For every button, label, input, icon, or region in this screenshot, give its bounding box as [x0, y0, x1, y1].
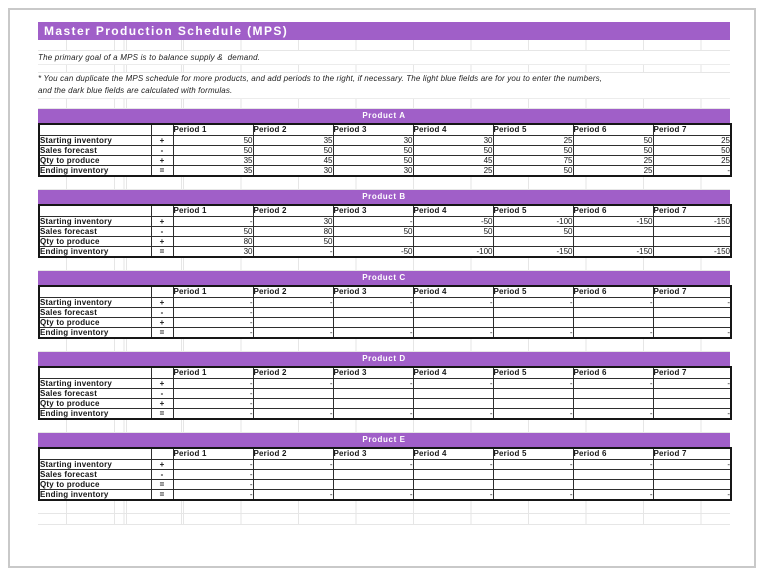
- product-c-qty-to-produce-p2-cell[interactable]: [253, 318, 333, 328]
- period-header: Period 5: [493, 205, 573, 217]
- product-e-sales-forecast-p2-cell[interactable]: [253, 470, 333, 480]
- product-b-table: [38, 204, 732, 258]
- product-b-qty-to-produce-p3-cell[interactable]: [333, 237, 413, 247]
- product-d-starting-inventory-p6-cell[interactable]: -: [573, 379, 653, 389]
- note-text: [38, 73, 730, 99]
- product-d-starting-inventory-p4-cell[interactable]: -: [413, 379, 493, 389]
- product-c-qty-to-produce-row: [39, 318, 731, 328]
- product-e-ending-inventory-p4-cell[interactable]: -: [413, 490, 493, 501]
- product-b-sales-forecast-p1-cell[interactable]: 50: [173, 227, 253, 237]
- row-operator: =: [151, 328, 173, 339]
- product-a-ending-inventory-row: [39, 166, 731, 177]
- product-c-ending-inventory-p4-cell[interactable]: -: [413, 328, 493, 339]
- period-header: Period 3: [333, 367, 413, 379]
- product-c-sales-forecast-p6-cell[interactable]: [573, 308, 653, 318]
- product-c-table: [38, 285, 732, 339]
- period-header: Period 7: [653, 367, 731, 379]
- row-operator: -: [151, 389, 173, 399]
- product-b-starting-inventory-p3-cell[interactable]: -: [333, 217, 413, 227]
- sheet-content: [38, 22, 730, 525]
- row-label: Ending inventory: [39, 166, 151, 177]
- product-b-starting-inventory-p2-cell[interactable]: 30: [253, 217, 333, 227]
- row-label: Sales forecast: [39, 308, 151, 318]
- product-c-sales-forecast-p1-cell[interactable]: -: [173, 308, 253, 318]
- product-a-starting-inventory-row: [39, 136, 731, 146]
- product-b-header: Product B: [38, 190, 730, 204]
- row-operator: +: [151, 237, 173, 247]
- row-label: Qty to produce: [39, 318, 151, 328]
- product-d-qty-to-produce-p1-cell[interactable]: -: [173, 399, 253, 409]
- period-header: Period 6: [573, 124, 653, 136]
- row-label: Sales forecast: [39, 227, 151, 237]
- period-header: Period 1: [173, 367, 253, 379]
- product-b-sales-forecast-p3-cell[interactable]: 50: [333, 227, 413, 237]
- product-d-starting-inventory-p1-cell[interactable]: -: [173, 379, 253, 389]
- product-d-starting-inventory-p5-cell[interactable]: -: [493, 379, 573, 389]
- product-a-starting-inventory-p3-cell[interactable]: 30: [333, 136, 413, 146]
- product-b-ending-inventory-p3-cell[interactable]: -50: [333, 247, 413, 258]
- product-d-header: Product D: [38, 352, 730, 366]
- corner-cell: [39, 205, 151, 217]
- product-d-table: [38, 366, 732, 420]
- period-header-row: [39, 286, 731, 298]
- product-a-qty-to-produce-p1-cell[interactable]: 35: [173, 156, 253, 166]
- product-c-sales-forecast-p4-cell[interactable]: [413, 308, 493, 318]
- product-b-starting-inventory-row: [39, 217, 731, 227]
- row-operator: =: [151, 480, 173, 490]
- product-b-starting-inventory-p1-cell[interactable]: -: [173, 217, 253, 227]
- product-c-sales-forecast-p2-cell[interactable]: [253, 308, 333, 318]
- product-a-qty-to-produce-row: [39, 156, 731, 166]
- product-b-qty-to-produce-p1-cell[interactable]: 80: [173, 237, 253, 247]
- product-d-ending-inventory-p7-cell[interactable]: -: [653, 409, 731, 420]
- spreadsheet-grid-row: [38, 40, 730, 51]
- product-d-sales-forecast-p5-cell[interactable]: [493, 389, 573, 399]
- spreadsheet-grid-row: [38, 177, 730, 190]
- product-a-sales-forecast-row: [39, 146, 731, 156]
- product-a-qty-to-produce-p2-cell[interactable]: 45: [253, 156, 333, 166]
- period-header: Period 5: [493, 286, 573, 298]
- period-header: Period 6: [573, 367, 653, 379]
- product-a-sales-forecast-p1-cell[interactable]: 50: [173, 146, 253, 156]
- product-d-ending-inventory-p5-cell[interactable]: -: [493, 409, 573, 420]
- product-e-starting-inventory-p5-cell[interactable]: -: [493, 460, 573, 470]
- product-e-starting-inventory-p7-cell[interactable]: -: [653, 460, 731, 470]
- product-e-ending-inventory-p7-cell[interactable]: -: [653, 490, 731, 501]
- period-header: Period 6: [573, 205, 653, 217]
- row-label: Starting inventory: [39, 298, 151, 308]
- product-e-qty-to-produce-p5-cell[interactable]: [493, 480, 573, 490]
- product-c-starting-inventory-p4-cell[interactable]: -: [413, 298, 493, 308]
- product-a-ending-inventory-p6-cell[interactable]: 25: [573, 166, 653, 177]
- product-b-ending-inventory-p7-cell[interactable]: -150: [653, 247, 731, 258]
- period-header-row: [39, 367, 731, 379]
- row-label: Ending inventory: [39, 490, 151, 501]
- period-header-row: [39, 448, 731, 460]
- product-b-starting-inventory-p4-cell[interactable]: -50: [413, 217, 493, 227]
- product-d-qty-to-produce-p4-cell[interactable]: [413, 399, 493, 409]
- period-header: Period 6: [573, 286, 653, 298]
- product-b-qty-to-produce-row: [39, 237, 731, 247]
- product-e-table: [38, 447, 732, 501]
- product-e-starting-inventory-p1-cell[interactable]: -: [173, 460, 253, 470]
- corner-cell: [151, 367, 173, 379]
- spreadsheet-grid-row: [38, 501, 730, 514]
- period-header: Period 4: [413, 124, 493, 136]
- period-header: Period 5: [493, 124, 573, 136]
- product-b-ending-inventory-p6-cell[interactable]: -150: [573, 247, 653, 258]
- product-a-ending-inventory-p2-cell[interactable]: 30: [253, 166, 333, 177]
- product-a-sales-forecast-p4-cell[interactable]: 50: [413, 146, 493, 156]
- row-operator: +: [151, 399, 173, 409]
- period-header: Period 1: [173, 286, 253, 298]
- product-d-sales-forecast-p4-cell[interactable]: [413, 389, 493, 399]
- row-label: Ending inventory: [39, 247, 151, 258]
- product-d-qty-to-produce-p7-cell[interactable]: [653, 399, 731, 409]
- row-operator: =: [151, 166, 173, 177]
- corner-cell: [151, 448, 173, 460]
- product-a-starting-inventory-p2-cell[interactable]: 35: [253, 136, 333, 146]
- period-header: Period 3: [333, 205, 413, 217]
- product-e-sales-forecast-row: [39, 470, 731, 480]
- product-b-qty-to-produce-p5-cell[interactable]: [493, 237, 573, 247]
- product-d-qty-to-produce-p6-cell[interactable]: [573, 399, 653, 409]
- period-header: Period 1: [173, 205, 253, 217]
- product-a-qty-to-produce-p4-cell[interactable]: 45: [413, 156, 493, 166]
- product-d-qty-to-produce-p2-cell[interactable]: [253, 399, 333, 409]
- product-d-qty-to-produce-p5-cell[interactable]: [493, 399, 573, 409]
- period-header: Period 4: [413, 286, 493, 298]
- note-text-line2: and the dark blue fields are calculated with formulas.: [38, 85, 233, 95]
- row-operator: -: [151, 470, 173, 480]
- product-a-sales-forecast-p7-cell[interactable]: 50: [653, 146, 731, 156]
- product-d-starting-inventory-row: [39, 379, 731, 389]
- product-e-ending-inventory-p5-cell[interactable]: -: [493, 490, 573, 501]
- product-b-starting-inventory-p7-cell[interactable]: -150: [653, 217, 731, 227]
- row-label: Starting inventory: [39, 379, 151, 389]
- product-c-qty-to-produce-p6-cell[interactable]: [573, 318, 653, 328]
- row-label: Sales forecast: [39, 389, 151, 399]
- spreadsheet-grid-row: [38, 420, 730, 433]
- product-e-qty-to-produce-p7-cell[interactable]: [653, 480, 731, 490]
- product-c-qty-to-produce-p1-cell[interactable]: -: [173, 318, 253, 328]
- period-header: Period 4: [413, 367, 493, 379]
- product-d-starting-inventory-p2-cell[interactable]: -: [253, 379, 333, 389]
- product-d-sales-forecast-p6-cell[interactable]: [573, 389, 653, 399]
- product-e-sales-forecast-p7-cell[interactable]: [653, 470, 731, 480]
- product-a-ending-inventory-p7-cell[interactable]: -: [653, 166, 731, 177]
- product-e-starting-inventory-p4-cell[interactable]: -: [413, 460, 493, 470]
- product-b-qty-to-produce-p6-cell[interactable]: [573, 237, 653, 247]
- product-c-starting-inventory-p1-cell[interactable]: -: [173, 298, 253, 308]
- product-a-qty-to-produce-p6-cell[interactable]: 25: [573, 156, 653, 166]
- product-sections: [38, 109, 730, 514]
- period-header: Period 2: [253, 286, 333, 298]
- product-c-starting-inventory-p7-cell[interactable]: -: [653, 298, 731, 308]
- product-c-sales-forecast-row: [39, 308, 731, 318]
- spreadsheet-grid-row: [38, 99, 730, 109]
- product-a-starting-inventory-p5-cell[interactable]: 25: [493, 136, 573, 146]
- spreadsheet-grid-row: [38, 339, 730, 352]
- row-label: Starting inventory: [39, 136, 151, 146]
- product-e-starting-inventory-p2-cell[interactable]: -: [253, 460, 333, 470]
- period-header: Period 7: [653, 448, 731, 460]
- corner-cell: [151, 286, 173, 298]
- row-label: Qty to produce: [39, 480, 151, 490]
- product-e-ending-inventory-row: [39, 490, 731, 501]
- product-e-sales-forecast-p3-cell[interactable]: [333, 470, 413, 480]
- row-label: Ending inventory: [39, 328, 151, 339]
- row-label: Starting inventory: [39, 217, 151, 227]
- product-d-sales-forecast-p1-cell[interactable]: -: [173, 389, 253, 399]
- period-header: Period 6: [573, 448, 653, 460]
- product-b-ending-inventory-row: [39, 247, 731, 258]
- intro-text: The primary goal of a MPS is to balance supply & demand.: [38, 51, 730, 65]
- corner-cell: [39, 286, 151, 298]
- product-d-sales-forecast-p7-cell[interactable]: [653, 389, 731, 399]
- period-header: Period 2: [253, 367, 333, 379]
- product-b-sales-forecast-row: [39, 227, 731, 237]
- product-c-qty-to-produce-p3-cell[interactable]: [333, 318, 413, 328]
- row-label: Qty to produce: [39, 237, 151, 247]
- product-c-ending-inventory-p3-cell[interactable]: -: [333, 328, 413, 339]
- product-a-starting-inventory-p1-cell[interactable]: 50: [173, 136, 253, 146]
- period-header-row: [39, 205, 731, 217]
- product-b-sales-forecast-p2-cell[interactable]: 80: [253, 227, 333, 237]
- period-header-row: [39, 124, 731, 136]
- row-operator: -: [151, 308, 173, 318]
- product-a-sales-forecast-p6-cell[interactable]: 50: [573, 146, 653, 156]
- product-b-sales-forecast-p7-cell[interactable]: [653, 227, 731, 237]
- product-e-ending-inventory-p1-cell[interactable]: -: [173, 490, 253, 501]
- row-operator: +: [151, 298, 173, 308]
- row-label: Starting inventory: [39, 460, 151, 470]
- row-operator: +: [151, 217, 173, 227]
- row-operator: +: [151, 379, 173, 389]
- product-d-starting-inventory-p3-cell[interactable]: -: [333, 379, 413, 389]
- product-e-starting-inventory-p3-cell[interactable]: -: [333, 460, 413, 470]
- product-e-qty-to-produce-p2-cell[interactable]: [253, 480, 333, 490]
- period-header: Period 2: [253, 448, 333, 460]
- product-b-qty-to-produce-p7-cell[interactable]: [653, 237, 731, 247]
- product-c-starting-inventory-row: [39, 298, 731, 308]
- period-header: Period 5: [493, 448, 573, 460]
- product-c-ending-inventory-p5-cell[interactable]: -: [493, 328, 573, 339]
- product-e-ending-inventory-p6-cell[interactable]: -: [573, 490, 653, 501]
- product-d-sales-forecast-p3-cell[interactable]: [333, 389, 413, 399]
- product-a-header: Product A: [38, 109, 730, 123]
- row-label: Sales forecast: [39, 470, 151, 480]
- product-c-header: Product C: [38, 271, 730, 285]
- row-operator: =: [151, 409, 173, 420]
- product-e-qty-to-produce-row: [39, 480, 731, 490]
- row-operator: +: [151, 318, 173, 328]
- product-b-ending-inventory-p4-cell[interactable]: -100: [413, 247, 493, 258]
- product-c-starting-inventory-p3-cell[interactable]: -: [333, 298, 413, 308]
- row-operator: -: [151, 146, 173, 156]
- row-label: Qty to produce: [39, 399, 151, 409]
- period-header: Period 7: [653, 205, 731, 217]
- note-text-line1: * You can duplicate the MPS schedule for more products, and add periods to the right, if necessary. The light blue fields are for you to enter the numbers,: [38, 74, 603, 83]
- product-a-ending-inventory-p5-cell[interactable]: 50: [493, 166, 573, 177]
- period-header: Period 2: [253, 205, 333, 217]
- product-c-qty-to-produce-p5-cell[interactable]: [493, 318, 573, 328]
- product-e-sales-forecast-p6-cell[interactable]: [573, 470, 653, 480]
- product-b-ending-inventory-p5-cell[interactable]: -150: [493, 247, 573, 258]
- period-header: Period 4: [413, 205, 493, 217]
- product-c-sales-forecast-p5-cell[interactable]: [493, 308, 573, 318]
- product-d-ending-inventory-row: [39, 409, 731, 420]
- product-a-starting-inventory-p4-cell[interactable]: 30: [413, 136, 493, 146]
- product-c-sales-forecast-p7-cell[interactable]: [653, 308, 731, 318]
- spreadsheet-grid-row: [38, 65, 730, 73]
- product-d-ending-inventory-p4-cell[interactable]: -: [413, 409, 493, 420]
- row-operator: +: [151, 156, 173, 166]
- corner-cell: [151, 205, 173, 217]
- period-header: Period 7: [653, 124, 731, 136]
- corner-cell: [39, 367, 151, 379]
- row-label: Qty to produce: [39, 156, 151, 166]
- product-b-qty-to-produce-p4-cell[interactable]: [413, 237, 493, 247]
- period-header: Period 7: [653, 286, 731, 298]
- product-d-sales-forecast-row: [39, 389, 731, 399]
- period-header: Period 4: [413, 448, 493, 460]
- row-operator: =: [151, 247, 173, 258]
- product-a-ending-inventory-p3-cell[interactable]: 30: [333, 166, 413, 177]
- product-a-starting-inventory-p7-cell[interactable]: 25: [653, 136, 731, 146]
- period-header: Period 3: [333, 124, 413, 136]
- product-a-starting-inventory-p6-cell[interactable]: 50: [573, 136, 653, 146]
- product-e-ending-inventory-p3-cell[interactable]: -: [333, 490, 413, 501]
- row-label: Ending inventory: [39, 409, 151, 420]
- product-b-ending-inventory-p2-cell[interactable]: -: [253, 247, 333, 258]
- page-title: Master Production Schedule (MPS): [38, 22, 730, 40]
- corner-cell: [151, 124, 173, 136]
- period-header: Period 1: [173, 124, 253, 136]
- product-b-sales-forecast-p5-cell[interactable]: 50: [493, 227, 573, 237]
- product-e-qty-to-produce-p3-cell[interactable]: [333, 480, 413, 490]
- product-e-header: Product E: [38, 433, 730, 447]
- product-e-sales-forecast-p4-cell[interactable]: [413, 470, 493, 480]
- product-a-table: [38, 123, 732, 177]
- product-e-sales-forecast-p1-cell[interactable]: -: [173, 470, 253, 480]
- product-e-starting-inventory-p6-cell[interactable]: -: [573, 460, 653, 470]
- product-d-ending-inventory-p1-cell[interactable]: -: [173, 409, 253, 420]
- product-e-qty-to-produce-p4-cell[interactable]: [413, 480, 493, 490]
- product-a-qty-to-produce-p5-cell[interactable]: 75: [493, 156, 573, 166]
- spreadsheet-grid-row: [38, 514, 730, 525]
- product-a-sales-forecast-p3-cell[interactable]: 50: [333, 146, 413, 156]
- row-operator: +: [151, 460, 173, 470]
- product-e-qty-to-produce-p1-cell[interactable]: -: [173, 480, 253, 490]
- product-c-starting-inventory-p6-cell[interactable]: -: [573, 298, 653, 308]
- period-header: Period 1: [173, 448, 253, 460]
- product-c-starting-inventory-p2-cell[interactable]: -: [253, 298, 333, 308]
- product-d-qty-to-produce-row: [39, 399, 731, 409]
- product-c-qty-to-produce-p4-cell[interactable]: [413, 318, 493, 328]
- product-d-ending-inventory-p6-cell[interactable]: -: [573, 409, 653, 420]
- product-c-ending-inventory-p2-cell[interactable]: -: [253, 328, 333, 339]
- product-a-qty-to-produce-p7-cell[interactable]: 25: [653, 156, 731, 166]
- product-c-ending-inventory-row: [39, 328, 731, 339]
- product-a-ending-inventory-p4-cell[interactable]: 25: [413, 166, 493, 177]
- row-label: Sales forecast: [39, 146, 151, 156]
- row-operator: +: [151, 136, 173, 146]
- product-c-ending-inventory-p7-cell[interactable]: -: [653, 328, 731, 339]
- product-a-sales-forecast-p5-cell[interactable]: 50: [493, 146, 573, 156]
- product-d-ending-inventory-p2-cell[interactable]: -: [253, 409, 333, 420]
- product-c-sales-forecast-p3-cell[interactable]: [333, 308, 413, 318]
- product-c-ending-inventory-p1-cell[interactable]: -: [173, 328, 253, 339]
- product-d-starting-inventory-p7-cell[interactable]: -: [653, 379, 731, 389]
- product-b-starting-inventory-p5-cell[interactable]: -100: [493, 217, 573, 227]
- period-header: Period 3: [333, 448, 413, 460]
- corner-cell: [39, 448, 151, 460]
- product-e-sales-forecast-p5-cell[interactable]: [493, 470, 573, 480]
- product-d-qty-to-produce-p3-cell[interactable]: [333, 399, 413, 409]
- corner-cell: [39, 124, 151, 136]
- period-header: Period 2: [253, 124, 333, 136]
- product-b-starting-inventory-p6-cell[interactable]: -150: [573, 217, 653, 227]
- product-e-ending-inventory-p2-cell[interactable]: -: [253, 490, 333, 501]
- row-operator: -: [151, 227, 173, 237]
- product-e-starting-inventory-row: [39, 460, 731, 470]
- product-b-ending-inventory-p1-cell[interactable]: 30: [173, 247, 253, 258]
- period-header: Period 3: [333, 286, 413, 298]
- product-e-qty-to-produce-p6-cell[interactable]: [573, 480, 653, 490]
- product-d-ending-inventory-p3-cell[interactable]: -: [333, 409, 413, 420]
- product-a-ending-inventory-p1-cell[interactable]: 35: [173, 166, 253, 177]
- product-c-qty-to-produce-p7-cell[interactable]: [653, 318, 731, 328]
- period-header: Period 5: [493, 367, 573, 379]
- row-operator: =: [151, 490, 173, 501]
- product-c-starting-inventory-p5-cell[interactable]: -: [493, 298, 573, 308]
- product-b-sales-forecast-p6-cell[interactable]: [573, 227, 653, 237]
- product-a-qty-to-produce-p3-cell[interactable]: 50: [333, 156, 413, 166]
- product-b-qty-to-produce-p2-cell[interactable]: 50: [253, 237, 333, 247]
- product-a-sales-forecast-p2-cell[interactable]: 50: [253, 146, 333, 156]
- product-d-sales-forecast-p2-cell[interactable]: [253, 389, 333, 399]
- product-b-sales-forecast-p4-cell[interactable]: 50: [413, 227, 493, 237]
- product-c-ending-inventory-p6-cell[interactable]: -: [573, 328, 653, 339]
- spreadsheet-grid-row: [38, 258, 730, 271]
